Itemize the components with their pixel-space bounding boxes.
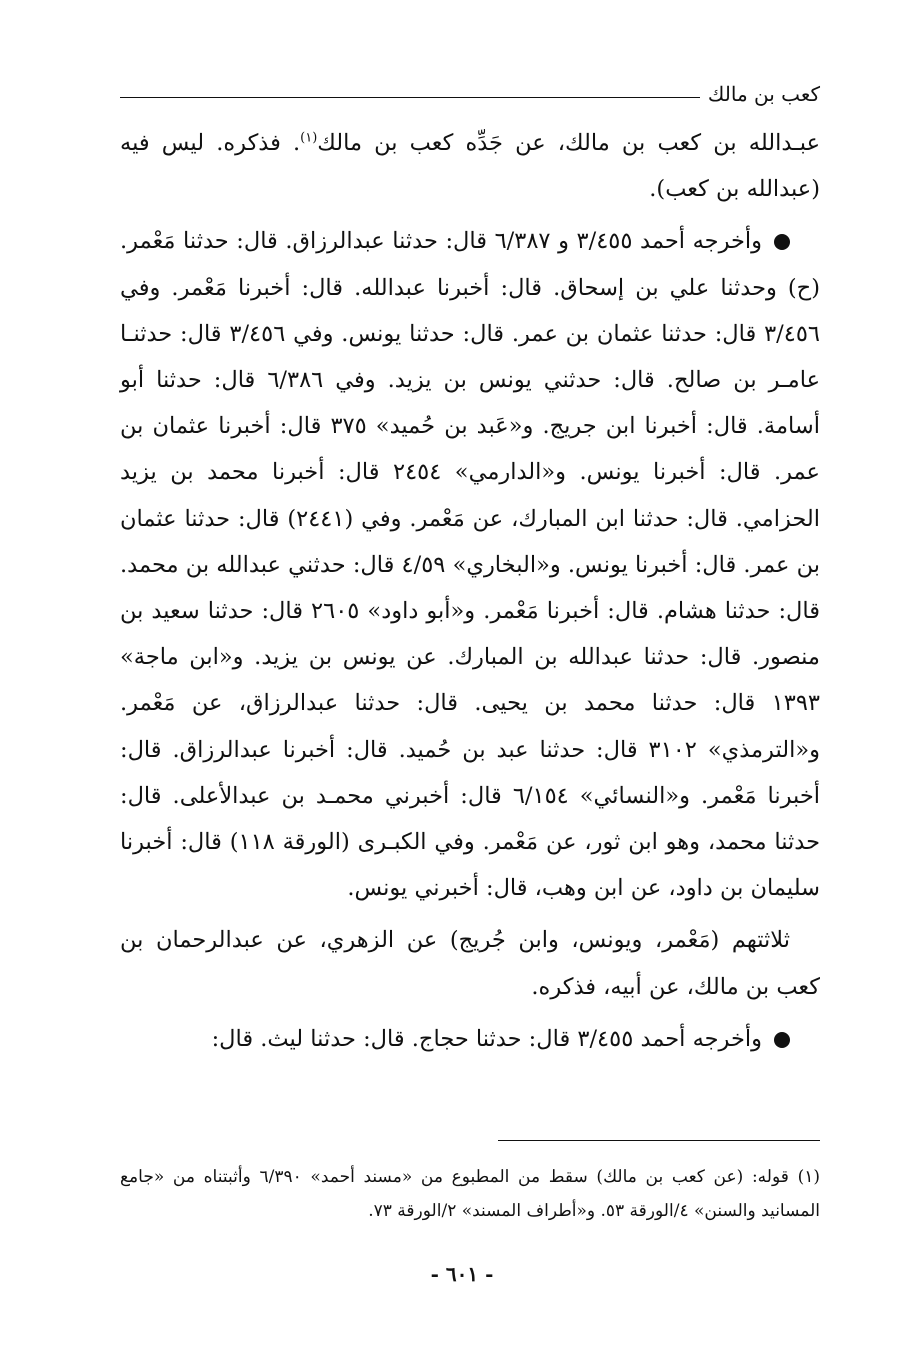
bullet-icon — [774, 234, 790, 250]
paragraph-2-text: وأخرجه أحمد ٣/٤٥٥ و ٦/٣٨٧ قال: حدثنا عبدالرزاق. قال: حدثنا مَعْمر. (ح) وحدثنا علي بن إسحاق. قال: أخبرنا عبدالله. قال: أخبرنا مَعْمر. وفي ٣/٤٥٦ قال: حدثنا عثمان بن عمر. قال: حدثنا يونس. وفي ٣/٤٥٦ قال: حدثنـا عامـر بن صالح. قال: حدثني يونس بن يزيد. وفي ٦/٣٨٦ قال: حدثنا أبو أسامة. قال: أخبرنا ابن جريج. و«عَبد بن حُميد» ٣٧٥ قال: أخبرنا عثمان بن عمر. قال: أخبرنا يونس. و«الدارمي» ٢٤٥٤ قال: أخبرنا محمد بن يزيد الحزامي. قال: حدثنا ابن المبارك، عن مَعْمر. وفي (٢٤٤١) قال: حدثنا عثمان بن عمر. قال: أخبرنا يونس. و«البخاري» ٤/٥٩ قال: حدثني عبدالله بن محمد. قال: حدثنا هشام. قال: أخبرنا مَعْمر. و«أبو داود» ٢٦٠٥ قال: حدثنا سعيد بن منصور. قال: حدثنا عبدالله بن المبارك. عن يونس بن يزيد. و«ابن ماجة» ١٣٩٣ قال: حدثنا محمد بن يحيى. قال: حدثنا عبدالرزاق، عن مَعْمر. و«الترمذي» ٣١٠٢ قال: حدثنا عبد بن حُميد. قال: أخبرنا عبدالرزاق. قال: أخبرنا مَعْمر. و«النسائي» ٦/١٥٤ قال: أخبرني محمـد بن عبدالأعلى. قال: حدثنا محمد، وهو ابن ثور، عن مَعْمر. وفي الكبـرى (الورقة ١١٨) قال: أخبرنا سليمان بن داود، عن ابن وهب، قال: أخبرني يونس. — [120, 228, 821, 902]
footnote — [120, 1160, 820, 1228]
header-rule — [120, 97, 700, 98]
running-head — [120, 82, 820, 112]
paragraph-takhrij-1 — [120, 218, 820, 911]
paragraph-1-rest: . فذكره. ليس فيه (عبدالله بن كعب). — [120, 130, 820, 203]
footnote-text: (١) قوله: (عن كعب بن مالك) سقط من المطبوع من «مسند أحمد» ٦/٣٩٠ وأثبتناه من «جامع المسانيد والسنن» ٤/الورقة ٥٣. و«أطراف المسند» ٢/الورقة ٧٣. — [120, 1167, 820, 1221]
paragraph-1-text: عبـدالله بن كعب بن مالك، عن جَدِّه كعب بن مالك — [317, 130, 820, 156]
footnote-reference[interactable]: (١) — [300, 130, 318, 146]
footnote-rule — [498, 1140, 820, 1141]
paragraph-continuation — [120, 120, 820, 212]
running-title: كعب بن مالك — [707, 82, 820, 106]
main-text — [120, 120, 820, 1068]
paragraph-3-text: ثلاثتهم (مَعْمر، ويونس، وابن جُريج) عن الزهري، عن عبدالرحمان بن كعب بن مالك، عن أبيه، فذكره. — [120, 927, 820, 1000]
paragraph-summary — [120, 917, 820, 1009]
bullet-icon — [774, 1032, 790, 1048]
page-number: - ٦٠١ - — [430, 1262, 494, 1286]
paragraph-takhrij-2 — [120, 1016, 820, 1062]
paragraph-4-text: وأخرجه أحمد ٣/٤٥٥ قال: حدثنا حجاج. قال: حدثنا ليث. قال: — [211, 1025, 762, 1052]
